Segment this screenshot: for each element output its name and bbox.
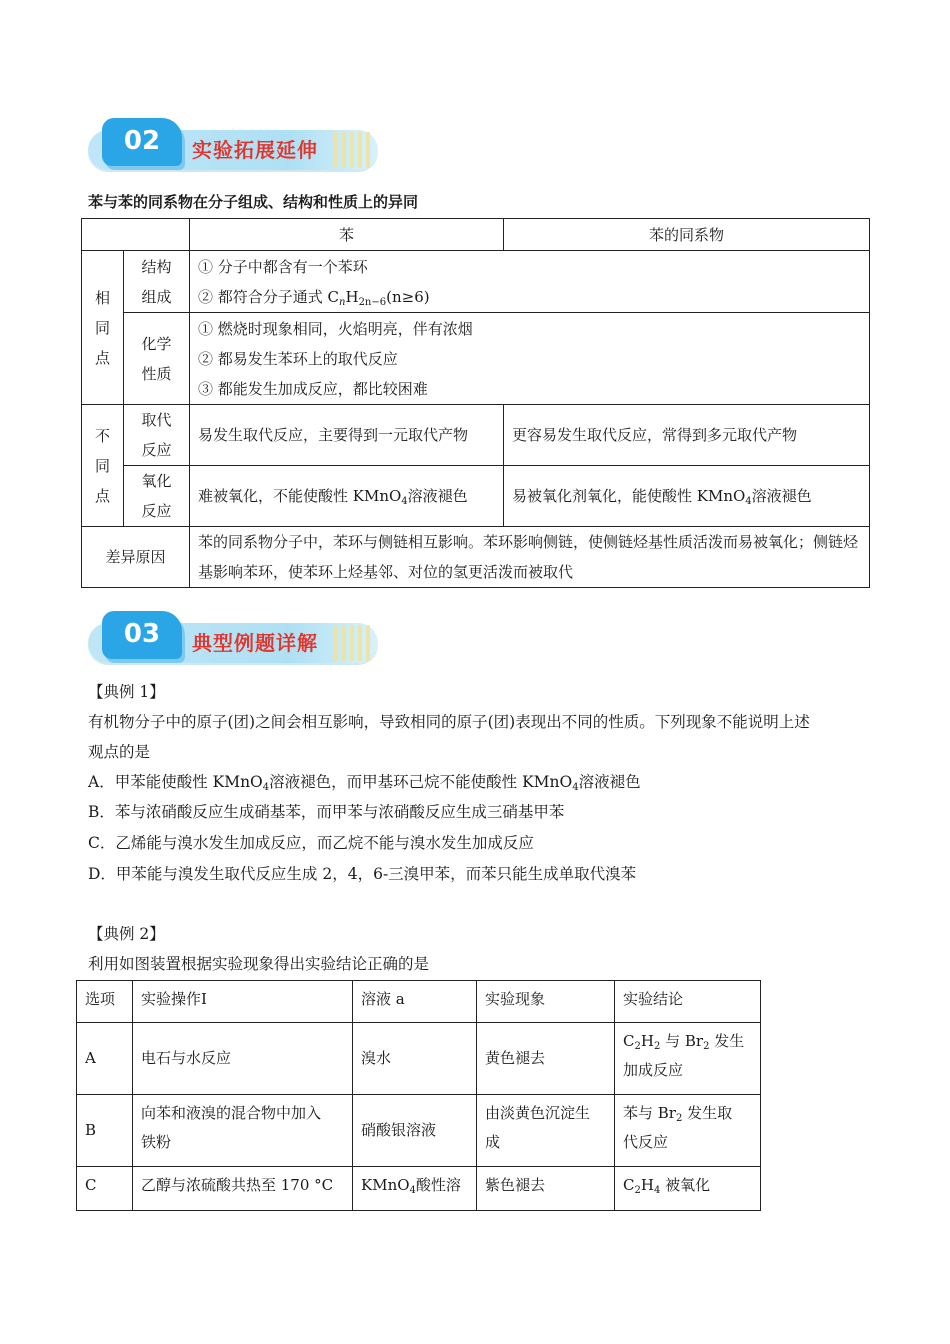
row-c-conclusion: $C_2H_4$ 被氧化 xyxy=(615,1167,761,1211)
table-row xyxy=(77,1023,761,1095)
same-label: 相 同 点 xyxy=(82,251,124,405)
banner-stripes xyxy=(334,625,374,661)
row-a-solution: 溴水 xyxy=(353,1023,477,1095)
oxidation-benzene: 难被氧化，不能使酸性 KMnO$_4$溶液褪色 xyxy=(190,466,504,527)
col-header-benzene: 苯 xyxy=(190,219,504,251)
chemical-label: 化学 性质 xyxy=(124,313,190,405)
table-row xyxy=(77,1095,761,1167)
banner-stripes xyxy=(334,132,374,168)
reason-label: 差异原因 xyxy=(82,527,190,588)
example1-option-d: D．甲苯能与溴发生取代反应生成 2，4，6-三溴甲苯，而苯只能生成单取代溴苯 xyxy=(88,865,637,883)
banner-title: 典型例题详解 xyxy=(192,631,318,655)
banner-number: 03 xyxy=(102,611,182,659)
row-a-observation: 黄色褪去 xyxy=(477,1023,615,1095)
table1-heading: 苯与苯的同系物在分子组成、结构和性质上的异同 xyxy=(88,193,419,211)
structure-label: 结构 组成 xyxy=(124,251,190,313)
example1-label: 【典例 1】 xyxy=(88,683,165,701)
col-header-homolog: 苯的同系物 xyxy=(504,219,870,251)
comparison-table xyxy=(81,218,870,588)
header-observation: 实验现象 xyxy=(477,981,615,1023)
reason-content: 苯的同系物分子中，苯环与侧链相互影响。苯环影响侧链，使侧链烃基性质活泼而易被氧化；侧链烃基影响苯环，使苯环上烃基邻、对位的氢更活泼而被取代 xyxy=(190,527,870,588)
row-b-operation: 向苯和液溴的混合物中加入 铁粉 xyxy=(133,1095,353,1167)
substitution-label: 取代 反应 xyxy=(124,405,190,466)
example1-option-c: C．乙烯能与溴水发生加成反应，而乙烷不能与溴水发生加成反应 xyxy=(88,834,534,852)
header-option: 选项 xyxy=(77,981,133,1023)
example2-stem: 利用如图装置根据实验现象得出实验结论正确的是 xyxy=(88,955,430,973)
row-c-option: C xyxy=(77,1167,133,1211)
experiment-table xyxy=(76,980,761,1211)
table-row xyxy=(77,1167,761,1211)
example1-stem-line1: 有机物分子中的原子(团)之间会相互影响，导致相同的原子(团)表现出不同的性质。下列现象不能说明上述 xyxy=(88,713,810,731)
oxidation-homolog: 易被氧化剂氧化，能使酸性 KMnO$_4$溶液褪色 xyxy=(504,466,870,527)
row-c-observation: 紫色褪去 xyxy=(477,1167,615,1211)
example1-option-b: B．苯与浓硝酸反应生成硝基苯，而甲苯与浓硝酸反应生成三硝基甲苯 xyxy=(88,803,565,821)
row-c-operation: 乙醇与浓硫酸共热至 170 °C xyxy=(133,1167,353,1211)
example1-option-a: A．甲苯能使酸性 KMnO$_4$溶液褪色，而甲基环己烷不能使酸性 KMnO$_4$溶液褪色 xyxy=(88,773,641,793)
banner-title: 实验拓展延伸 xyxy=(192,138,318,162)
row-c-solution: KMnO$_4$酸性溶 xyxy=(353,1167,477,1211)
header-operation: 实验操作Ⅰ xyxy=(133,981,353,1023)
row-b-solution: 硝酸银溶液 xyxy=(353,1095,477,1167)
row-a-conclusion: $C_2H_2$ 与 $Br_2$ 发生 加成反应 xyxy=(615,1023,761,1095)
example1-stem-line2: 观点的是 xyxy=(88,743,151,761)
header-solution: 溶液 a xyxy=(353,981,477,1023)
banner-number: 02 xyxy=(102,118,182,166)
section-banner-02 xyxy=(88,118,380,174)
chemical-content: ① 燃烧时现象相同，火焰明亮，伴有浓烟 ② 都易发生苯环上的取代反应 ③ 都能发生加成反应，都比较困难 xyxy=(190,313,870,405)
section-banner-03 xyxy=(88,611,380,667)
row-b-observation: 由淡黄色沉淀生 成 xyxy=(477,1095,615,1167)
substitution-benzene: 易发生取代反应，主要得到一元取代产物 xyxy=(190,405,504,466)
oxidation-label: 氧化 反应 xyxy=(124,466,190,527)
substitution-homolog: 更容易发生取代反应，常得到多元取代产物 xyxy=(504,405,870,466)
row-b-conclusion: 苯与 $Br_2$ 发生取 代反应 xyxy=(615,1095,761,1167)
example2-label: 【典例 2】 xyxy=(88,925,165,943)
header-conclusion: 实验结论 xyxy=(615,981,761,1023)
diff-label: 不 同 点 xyxy=(82,405,124,527)
row-b-option: B xyxy=(77,1095,133,1167)
row-a-option: A xyxy=(77,1023,133,1095)
structure-content: ① 分子中都含有一个苯环 ② 都符合分子通式 $C_nH_{2n-6}(n\ge 6)$ xyxy=(190,251,870,313)
row-a-operation: 电石与水反应 xyxy=(133,1023,353,1095)
corner-cell xyxy=(82,219,190,251)
